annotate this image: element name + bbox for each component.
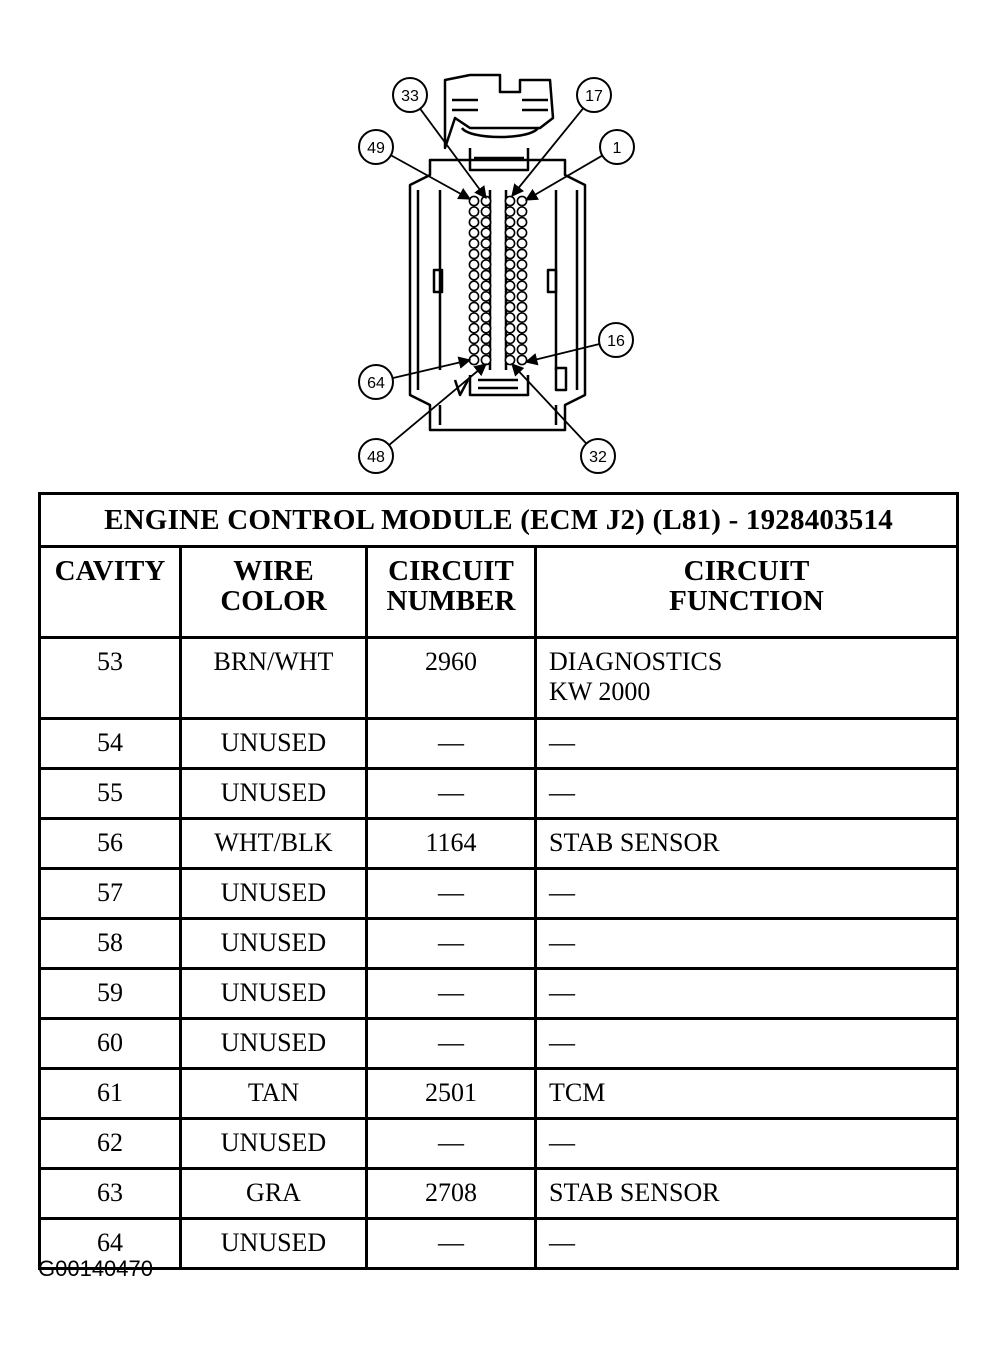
- table-title: ENGINE CONTROL MODULE (ECM J2) (L81) - 1928403514: [40, 494, 958, 547]
- cavity-cell: 55: [40, 769, 181, 819]
- cavity-cell: 53: [40, 638, 181, 719]
- table-row: [40, 1169, 958, 1219]
- cavity-cell: 61: [40, 1069, 181, 1119]
- wire-color-cell: UNUSED: [181, 869, 367, 919]
- pin-cavity: [469, 239, 478, 248]
- pin-cavity: [505, 249, 514, 258]
- table-row: [40, 819, 958, 869]
- callout-leader: [512, 364, 586, 444]
- wire-color-cell: BRN/WHT: [181, 638, 367, 719]
- circuit-function-cell: [536, 1169, 958, 1219]
- pin-cavity: [481, 345, 490, 354]
- circuit-function-line: —: [549, 978, 575, 1007]
- cavity-cell: 60: [40, 1019, 181, 1069]
- pin-number-label: 16: [607, 333, 625, 350]
- pin-cavity: [481, 302, 490, 311]
- circuit-function-cell: [536, 769, 958, 819]
- pin-number-label: 64: [367, 375, 385, 392]
- circuit-number-cell: —: [367, 1019, 536, 1069]
- figure-id: G00140470: [38, 1256, 153, 1281]
- circuit-number-cell: —: [367, 969, 536, 1019]
- wire-color-cell: UNUSED: [181, 1019, 367, 1069]
- pin-cavity: [481, 228, 490, 237]
- pin-cavity: [469, 218, 478, 227]
- cavity-cell: 58: [40, 919, 181, 969]
- table-row: [40, 719, 958, 769]
- circuit-function-cell: [536, 919, 958, 969]
- pin-cavity: [481, 313, 490, 322]
- circuit-function-line: —: [549, 728, 575, 757]
- pin-cavity: [517, 207, 526, 216]
- pinout-table: [38, 492, 959, 1270]
- pin-cavity: [505, 334, 514, 343]
- pin-cavity: [505, 239, 514, 248]
- pin-number-label: 17: [585, 88, 603, 105]
- circuit-number-cell: 1164: [367, 819, 536, 869]
- circuit-function-cell: [536, 719, 958, 769]
- pin-cavity: [517, 334, 526, 343]
- wire-color-cell: TAN: [181, 1069, 367, 1119]
- pin-cavity: [469, 271, 478, 280]
- table-row: [40, 1119, 958, 1169]
- header-circuit-number: CIRCUIT NUMBER: [367, 547, 536, 638]
- pin-number-label: 49: [367, 140, 385, 157]
- pin-number-label: 1: [612, 140, 622, 157]
- pin-cavity: [517, 196, 526, 205]
- pin-cavity: [517, 355, 526, 364]
- pin-cavity: [505, 281, 514, 290]
- pin-cavity: [517, 260, 526, 269]
- pin-cavity: [505, 292, 514, 301]
- pin-cavity: [505, 260, 514, 269]
- pin-cavity: [469, 355, 478, 364]
- pin-cavity: [505, 345, 514, 354]
- circuit-function-line: —: [549, 1128, 575, 1157]
- pin-cavity: [469, 345, 478, 354]
- pin-cavity: [517, 218, 526, 227]
- circuit-function-line: DIAGNOSTICS: [549, 647, 723, 676]
- pin-cavity: [469, 313, 478, 322]
- pin-cavity: [505, 228, 514, 237]
- cavity-cell: 57: [40, 869, 181, 919]
- pin-cavity: [517, 302, 526, 311]
- wire-color-cell: UNUSED: [181, 919, 367, 969]
- wire-color-cell: UNUSED: [181, 1219, 367, 1269]
- circuit-function-line: TCM: [549, 1078, 606, 1107]
- pin-cavity: [481, 271, 490, 280]
- wire-color-cell: GRA: [181, 1169, 367, 1219]
- pin-number-label: 48: [367, 449, 385, 466]
- cavity-cell: 62: [40, 1119, 181, 1169]
- pin-cavity: [517, 228, 526, 237]
- circuit-number-cell: —: [367, 919, 536, 969]
- circuit-function-line: —: [549, 1028, 575, 1057]
- circuit-function-line: —: [549, 878, 575, 907]
- pin-cavity: [481, 324, 490, 333]
- pin-cavity: [469, 334, 478, 343]
- pin-cavity: [469, 281, 478, 290]
- callout-leader: [526, 344, 599, 362]
- wire-color-cell: UNUSED: [181, 1119, 367, 1169]
- table-row: [40, 919, 958, 969]
- callout-leader: [393, 360, 470, 378]
- circuit-number-cell: —: [367, 1219, 536, 1269]
- pin-cavity: [505, 302, 514, 311]
- header-cavity: CAVITY: [40, 547, 181, 638]
- cavity-cell: 59: [40, 969, 181, 1019]
- circuit-number-cell: 2708: [367, 1169, 536, 1219]
- circuit-function-line: KW 2000: [549, 677, 651, 706]
- circuit-function-line: —: [549, 928, 575, 957]
- pin-cavity: [481, 239, 490, 248]
- table-row: [40, 1219, 958, 1269]
- circuit-function-line: —: [549, 778, 575, 807]
- wire-color-cell: UNUSED: [181, 969, 367, 1019]
- table-row: [40, 769, 958, 819]
- pin-cavity: [469, 324, 478, 333]
- pin-number-label: 32: [589, 449, 607, 466]
- pin-cavity: [469, 228, 478, 237]
- cavity-cell: 63: [40, 1169, 181, 1219]
- header-wire-color: WIRE COLOR: [181, 547, 367, 638]
- pin-cavity: [481, 207, 490, 216]
- wire-color-cell: UNUSED: [181, 769, 367, 819]
- circuit-function-cell: [536, 638, 958, 719]
- pin-cavity: [505, 196, 514, 205]
- cavity-cell: 64: [40, 1219, 181, 1269]
- circuit-function-line: —: [549, 1228, 575, 1257]
- pin-cavity: [481, 292, 490, 301]
- table-row: [40, 869, 958, 919]
- pin-cavity: [469, 302, 478, 311]
- circuit-function-cell: [536, 1219, 958, 1269]
- circuit-number-cell: —: [367, 719, 536, 769]
- circuit-function-cell: [536, 1019, 958, 1069]
- pin-cavity: [481, 260, 490, 269]
- pin-cavity: [517, 281, 526, 290]
- circuit-number-cell: 2960: [367, 638, 536, 719]
- pin-cavity: [517, 239, 526, 248]
- pin-cavity: [469, 249, 478, 258]
- pin-cavity: [481, 355, 490, 364]
- pin-cavity: [481, 249, 490, 258]
- pin-cavity: [505, 355, 514, 364]
- pin-cavity: [517, 313, 526, 322]
- wire-color-cell: WHT/BLK: [181, 819, 367, 869]
- circuit-function-line: STAB SENSOR: [549, 828, 720, 857]
- pin-number-label: 33: [401, 88, 419, 105]
- pin-cavity: [469, 196, 478, 205]
- circuit-number-cell: —: [367, 1119, 536, 1169]
- pin-cavity: [481, 334, 490, 343]
- pin-cavity: [505, 218, 514, 227]
- pin-cavity: [517, 324, 526, 333]
- pin-cavity: [517, 271, 526, 280]
- pin-cavity: [469, 260, 478, 269]
- pin-cavity: [517, 292, 526, 301]
- pin-cavity: [517, 345, 526, 354]
- cavity-cell: 54: [40, 719, 181, 769]
- header-circuit-function: CIRCUIT FUNCTION: [536, 547, 958, 638]
- wire-color-cell: UNUSED: [181, 719, 367, 769]
- pin-cavity: [481, 218, 490, 227]
- pin-cavity: [505, 313, 514, 322]
- table-row: [40, 1019, 958, 1069]
- table-row: [40, 1069, 958, 1119]
- pin-cavity: [505, 271, 514, 280]
- connector-diagram: [0, 0, 993, 490]
- circuit-number-cell: —: [367, 769, 536, 819]
- pin-cavity: [469, 207, 478, 216]
- circuit-function-cell: [536, 969, 958, 1019]
- circuit-function-cell: [536, 869, 958, 919]
- pin-cavity-grid: [469, 196, 526, 364]
- pin-cavity: [505, 207, 514, 216]
- circuit-number-cell: —: [367, 869, 536, 919]
- pin-cavity: [517, 249, 526, 258]
- pin-cavity: [481, 281, 490, 290]
- cavity-cell: 56: [40, 819, 181, 869]
- circuit-function-line: STAB SENSOR: [549, 1178, 720, 1207]
- pin-cavity: [469, 292, 478, 301]
- circuit-function-cell: [536, 1119, 958, 1169]
- circuit-function-cell: [536, 1069, 958, 1119]
- circuit-function-cell: [536, 819, 958, 869]
- table-row: [40, 969, 958, 1019]
- table-row: [40, 638, 958, 719]
- pin-cavity: [505, 324, 514, 333]
- circuit-number-cell: 2501: [367, 1069, 536, 1119]
